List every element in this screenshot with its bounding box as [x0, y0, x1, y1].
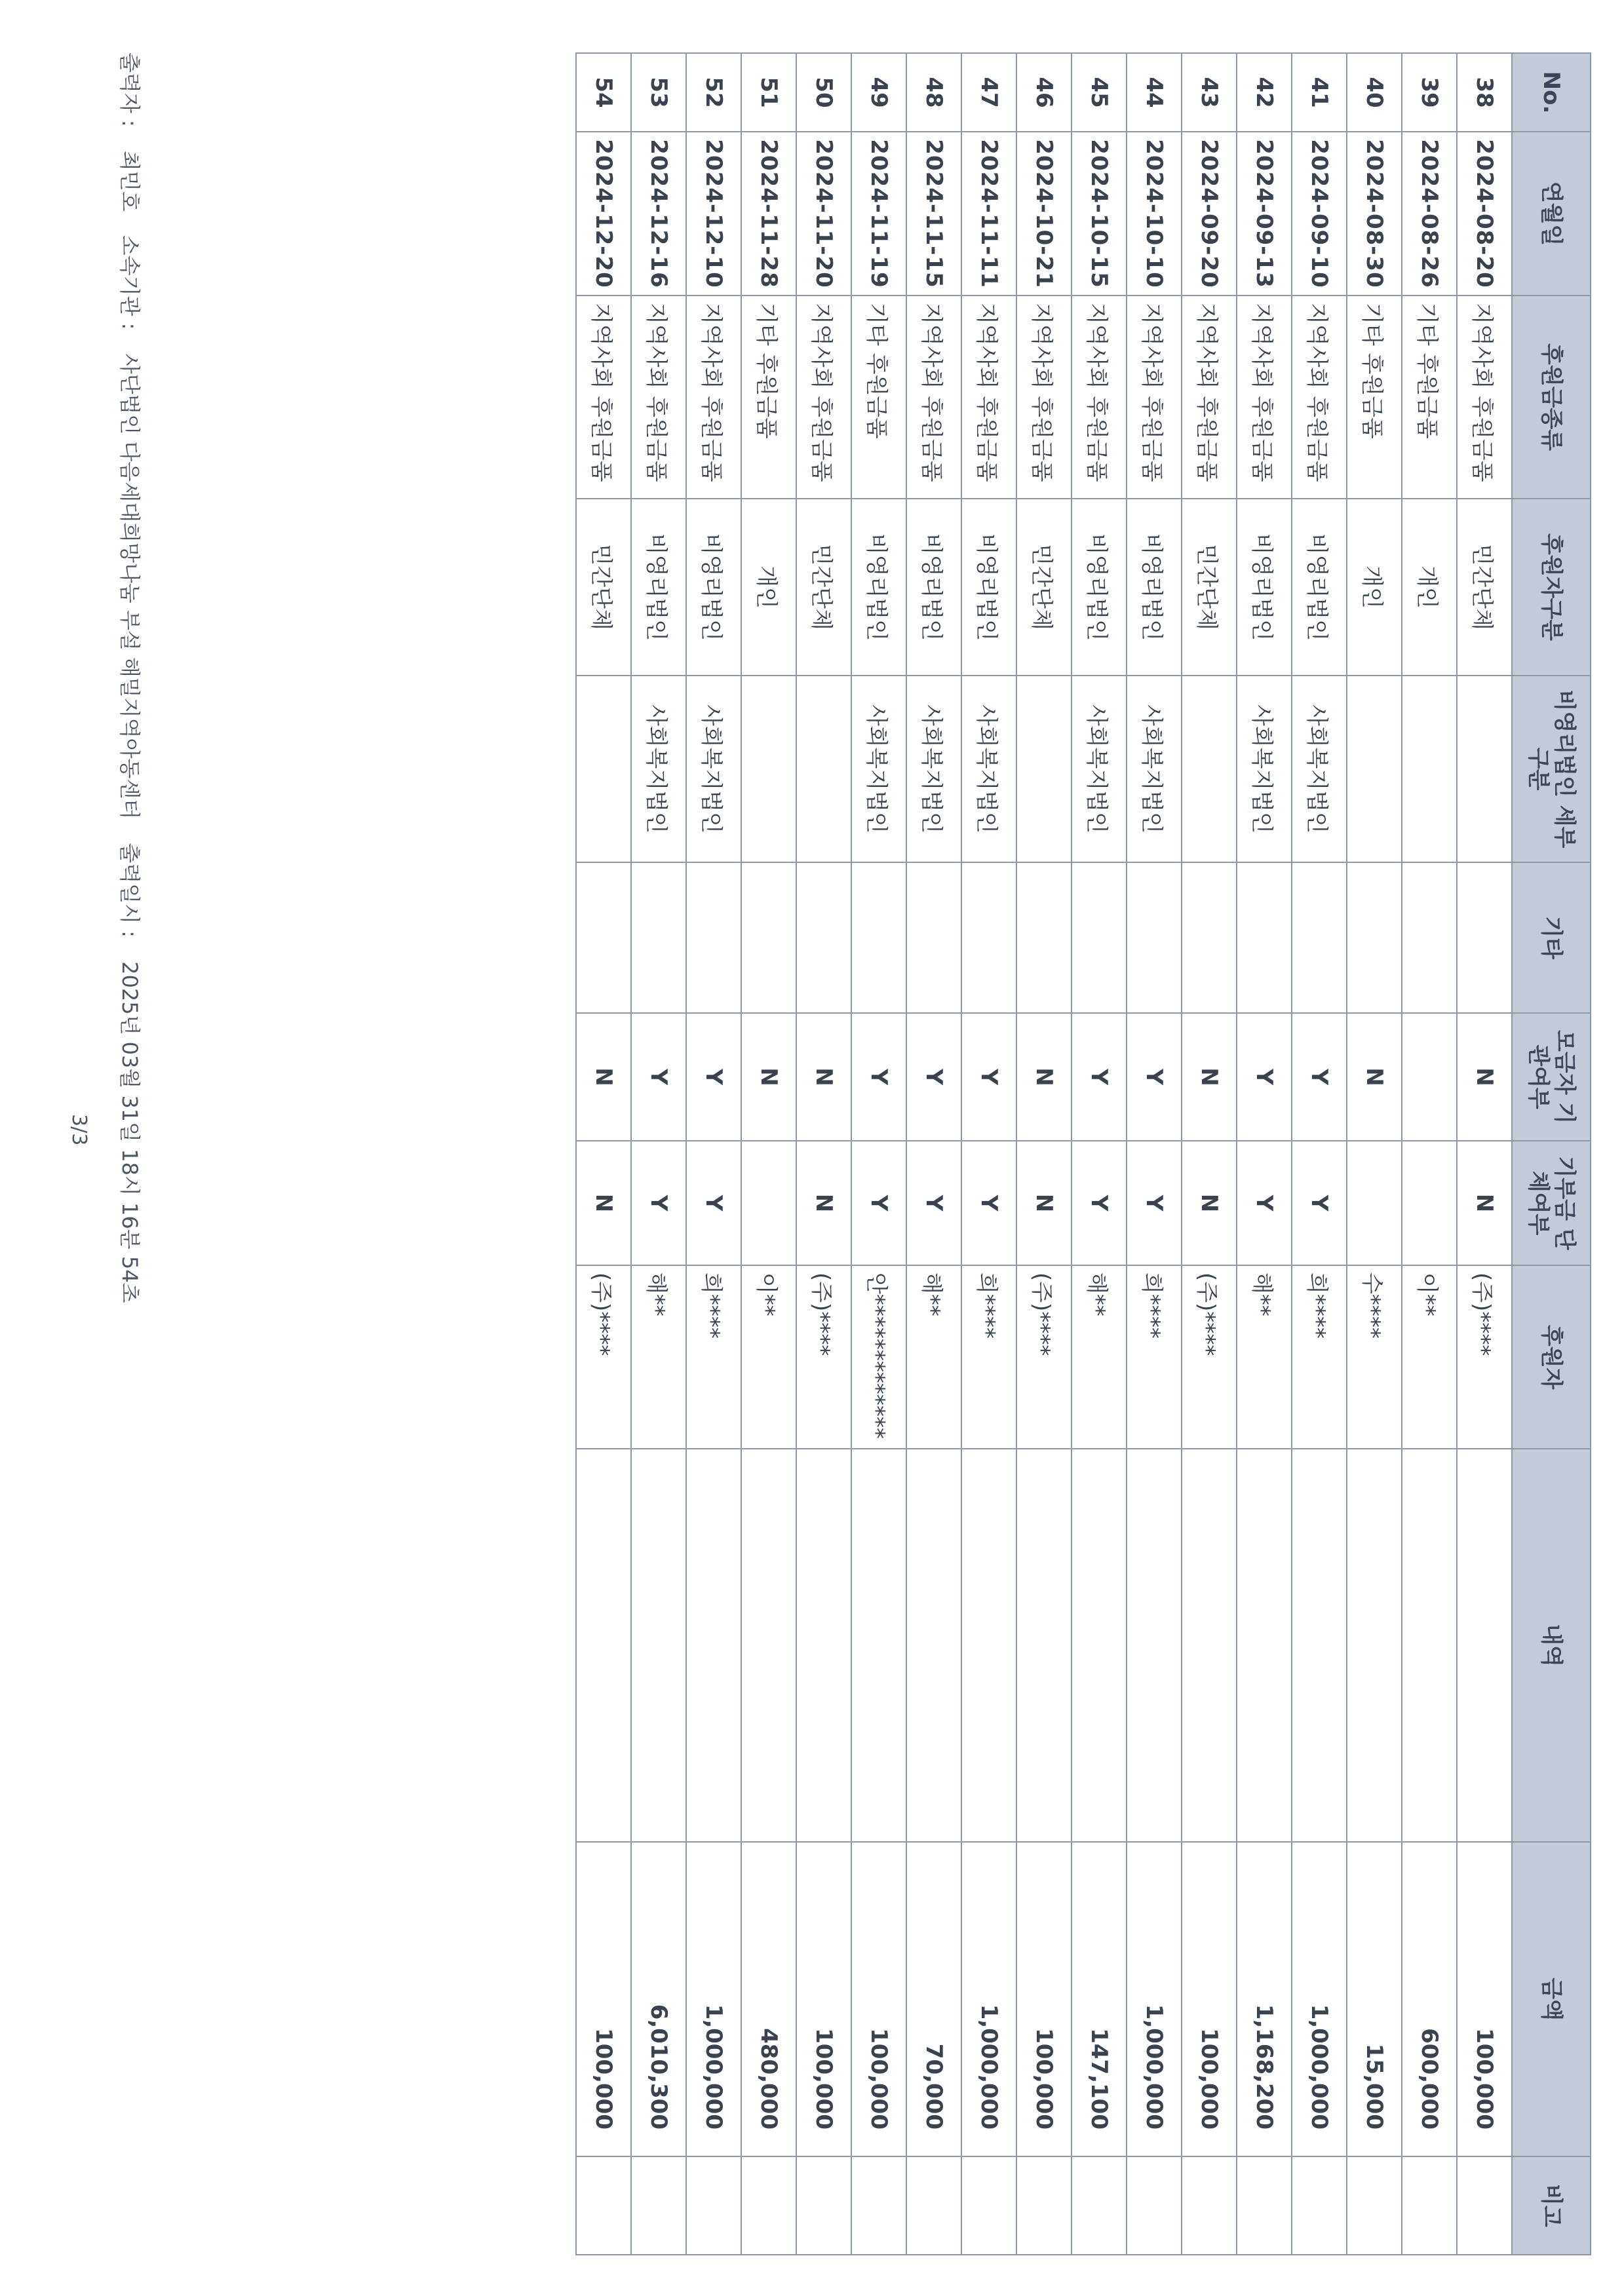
cell-donor: 해**: [906, 1265, 961, 1449]
cell-donor: (주)****: [1182, 1265, 1237, 1449]
cell-fundraising-org: Y: [851, 1013, 906, 1141]
printer-label: 출력자 :: [117, 52, 142, 127]
header-donor: 후원자: [1512, 1265, 1591, 1449]
cell-no: 41: [1292, 53, 1347, 132]
cell-details: [741, 1449, 796, 1842]
table-row: [1016, 53, 1072, 2255]
table-row: [1402, 53, 1457, 2255]
cell-donation-group: Y: [961, 1141, 1016, 1265]
cell-fundraising-org: [1402, 1013, 1457, 1141]
cell-other: [631, 862, 686, 1013]
cell-date: 2024-12-10: [686, 132, 741, 296]
print-footer: [116, 52, 146, 1320]
cell-donation-group: [1347, 1141, 1402, 1265]
cell-date: 2024-10-21: [1016, 132, 1072, 296]
cell-no: 44: [1127, 53, 1182, 132]
cell-donor-class: 민간단체: [796, 499, 851, 676]
cell-date: 2024-11-28: [741, 132, 796, 296]
cell-date: 2024-08-20: [1457, 132, 1512, 296]
cell-donor-class: 개인: [1402, 499, 1457, 676]
cell-type: 지역사회 후원금품: [906, 296, 961, 499]
cell-amount: 100,000: [1182, 1842, 1237, 2156]
cell-amount: 100,000: [851, 1842, 906, 2156]
cell-date: 2024-11-19: [851, 132, 906, 296]
cell-nonprofit-detail: 사회복지법인: [1127, 676, 1182, 862]
header-other: 기타: [1512, 862, 1591, 1013]
cell-nonprofit-detail: [1347, 676, 1402, 862]
cell-donor-class: 비영리법인: [1072, 499, 1127, 676]
cell-date: 2024-08-26: [1402, 132, 1457, 296]
header-details: 내역: [1512, 1449, 1591, 1842]
cell-note: [1292, 2156, 1347, 2255]
cell-fundraising-org: Y: [1072, 1013, 1127, 1141]
table-row: [961, 53, 1016, 2255]
cell-donor: 이**: [741, 1265, 796, 1449]
cell-type: 지역사회 후원금품: [1292, 296, 1347, 499]
cell-date: 2024-10-10: [1127, 132, 1182, 296]
table-row: [741, 53, 796, 2255]
cell-no: 40: [1347, 53, 1402, 132]
cell-details: [906, 1449, 961, 1842]
cell-donation-group: N: [1016, 1141, 1072, 1265]
cell-donation-group: Y: [906, 1141, 961, 1265]
cell-details: [961, 1449, 1016, 1842]
cell-type: 지역사회 후원금품: [1237, 296, 1292, 499]
cell-other: [851, 862, 906, 1013]
cell-type: 지역사회 후원금품: [1182, 296, 1237, 499]
cell-other: [1347, 862, 1402, 1013]
header-donation-group-label: 기부금 단체여부: [1525, 1156, 1577, 1250]
cell-amount: 100,000: [1457, 1842, 1512, 2156]
header-nonprofit-detail: [1512, 676, 1591, 862]
cell-donor: 해**: [1237, 1265, 1292, 1449]
cell-nonprofit-detail: 사회복지법인: [686, 676, 741, 862]
cell-other: [1402, 862, 1457, 1013]
printed-at: 2025년 03월 31일 18시 16분 54초: [117, 961, 142, 1303]
cell-type: 지역사회 후원금품: [796, 296, 851, 499]
cell-no: 48: [906, 53, 961, 132]
org-name: 사단법인 다음세대희망나눔 부설 해밀지역아동센터: [117, 353, 142, 820]
cell-no: 49: [851, 53, 906, 132]
cell-fundraising-org: Y: [1292, 1013, 1347, 1141]
cell-note: [851, 2156, 906, 2255]
cell-note: [631, 2156, 686, 2255]
header-note: 비고: [1512, 2156, 1591, 2255]
cell-other: [576, 862, 631, 1013]
cell-nonprofit-detail: 사회복지법인: [906, 676, 961, 862]
cell-nonprofit-detail: 사회복지법인: [1237, 676, 1292, 862]
cell-donor: 희****: [961, 1265, 1016, 1449]
cell-no: 39: [1402, 53, 1457, 132]
cell-details: [851, 1449, 906, 1842]
org-label: 소속기관 :: [117, 235, 142, 330]
cell-fundraising-org: N: [1182, 1013, 1237, 1141]
cell-type: 기타 후원금품: [741, 296, 796, 499]
cell-donor: 수****: [1347, 1265, 1402, 1449]
cell-other: [1237, 862, 1292, 1013]
cell-donor-class: 비영리법인: [906, 499, 961, 676]
table-row: [1292, 53, 1347, 2255]
cell-type: 기타 후원금품: [851, 296, 906, 499]
cell-amount: 1,000,000: [961, 1842, 1016, 2156]
cell-fundraising-org: N: [1457, 1013, 1512, 1141]
cell-details: [1292, 1449, 1347, 1842]
cell-note: [1402, 2156, 1457, 2255]
cell-amount: 147,100: [1072, 1842, 1127, 2156]
cell-note: [906, 2156, 961, 2255]
table-row: [1127, 53, 1182, 2255]
cell-donation-group: Y: [1292, 1141, 1347, 1265]
cell-other: [796, 862, 851, 1013]
table-row: [851, 53, 906, 2255]
cell-no: 38: [1457, 53, 1512, 132]
cell-fundraising-org: Y: [686, 1013, 741, 1141]
cell-nonprofit-detail: [1182, 676, 1237, 862]
printer-name: 최민호: [117, 150, 142, 212]
cell-fundraising-org: Y: [906, 1013, 961, 1141]
cell-other: [741, 862, 796, 1013]
cell-type: 지역사회 후원금품: [1016, 296, 1072, 499]
cell-date: 2024-09-20: [1182, 132, 1237, 296]
cell-other: [1072, 862, 1127, 1013]
cell-amount: 100,000: [576, 1842, 631, 2156]
cell-donor-class: 민간단체: [1457, 499, 1512, 676]
cell-note: [1457, 2156, 1512, 2255]
cell-other: [686, 862, 741, 1013]
cell-type: 기타 후원금품: [1402, 296, 1457, 499]
cell-other: [1457, 862, 1512, 1013]
cell-amount: 1,168,200: [1237, 1842, 1292, 2156]
cell-donor: 희****: [686, 1265, 741, 1449]
cell-donor-class: 개인: [741, 499, 796, 676]
cell-donation-group: Y: [851, 1141, 906, 1265]
cell-details: [686, 1449, 741, 1842]
cell-donor-class: 비영리법인: [1292, 499, 1347, 676]
cell-nonprofit-detail: [796, 676, 851, 862]
cell-details: [1402, 1449, 1457, 1842]
cell-donor: 안*************: [851, 1265, 906, 1449]
cell-other: [961, 862, 1016, 1013]
cell-details: [1457, 1449, 1512, 1842]
header-type: 후원금종류: [1512, 296, 1591, 499]
cell-donation-group: N: [796, 1141, 851, 1265]
cell-note: [796, 2156, 851, 2255]
cell-other: [1016, 862, 1072, 1013]
cell-details: [631, 1449, 686, 1842]
cell-nonprofit-detail: [1402, 676, 1457, 862]
cell-no: 51: [741, 53, 796, 132]
cell-amount: 1,000,000: [1292, 1842, 1347, 2156]
cell-donation-group: N: [1457, 1141, 1512, 1265]
cell-donor: (주)****: [1016, 1265, 1072, 1449]
cell-donor-class: 비영리법인: [1127, 499, 1182, 676]
cell-donation-group: N: [576, 1141, 631, 1265]
cell-details: [1237, 1449, 1292, 1842]
cell-donation-group: Y: [1127, 1141, 1182, 1265]
cell-nonprofit-detail: 사회복지법인: [1072, 676, 1127, 862]
cell-donation-group: Y: [1072, 1141, 1127, 1265]
cell-nonprofit-detail: [1457, 676, 1512, 862]
header-date: 연월일: [1512, 132, 1591, 296]
cell-note: [576, 2156, 631, 2255]
cell-fundraising-org: Y: [1237, 1013, 1292, 1141]
donation-table: [575, 52, 1591, 2255]
cell-donation-group: N: [1182, 1141, 1237, 1265]
printed-at-label: 출력일시 :: [117, 843, 142, 938]
cell-other: [906, 862, 961, 1013]
cell-other: [1127, 862, 1182, 1013]
cell-type: 지역사회 후원금품: [1072, 296, 1127, 499]
cell-no: 43: [1182, 53, 1237, 132]
cell-date: 2024-09-13: [1237, 132, 1292, 296]
cell-donor-class: 민간단체: [576, 499, 631, 676]
cell-donor: 희****: [1127, 1265, 1182, 1449]
cell-note: [1016, 2156, 1072, 2255]
cell-no: 53: [631, 53, 686, 132]
cell-date: 2024-11-20: [796, 132, 851, 296]
cell-amount: 6,010,300: [631, 1842, 686, 2156]
cell-no: 50: [796, 53, 851, 132]
cell-type: 지역사회 후원금품: [961, 296, 1016, 499]
cell-donation-group: [1402, 1141, 1457, 1265]
cell-date: 2024-11-15: [906, 132, 961, 296]
header-no: No.: [1512, 53, 1591, 132]
cell-fundraising-org: Y: [961, 1013, 1016, 1141]
table-row: [1182, 53, 1237, 2255]
table-row: [1347, 53, 1402, 2255]
cell-details: [1347, 1449, 1402, 1842]
table-header-row: [1512, 53, 1591, 2255]
cell-donation-group: Y: [631, 1141, 686, 1265]
cell-type: 지역사회 후원금품: [1457, 296, 1512, 499]
cell-donor: (주)****: [576, 1265, 631, 1449]
cell-type: 지역사회 후원금품: [576, 296, 631, 499]
cell-donor-class: 비영리법인: [1237, 499, 1292, 676]
table-row: [631, 53, 686, 2255]
cell-nonprofit-detail: [1016, 676, 1072, 862]
cell-no: 54: [576, 53, 631, 132]
cell-no: 47: [961, 53, 1016, 132]
cell-donation-group: Y: [686, 1141, 741, 1265]
cell-amount: 100,000: [796, 1842, 851, 2156]
cell-other: [1182, 862, 1237, 1013]
cell-details: [1072, 1449, 1127, 1842]
header-nonprofit-detail-label: 비영리법인 세부구분: [1525, 689, 1577, 849]
cell-nonprofit-detail: [741, 676, 796, 862]
cell-nonprofit-detail: 사회복지법인: [961, 676, 1016, 862]
cell-nonprofit-detail: 사회복지법인: [631, 676, 686, 862]
cell-nonprofit-detail: [576, 676, 631, 862]
table-row: [1072, 53, 1127, 2255]
table-row: [796, 53, 851, 2255]
cell-donor-class: 비영리법인: [631, 499, 686, 676]
cell-note: [1237, 2156, 1292, 2255]
cell-donor: (주)****: [1457, 1265, 1512, 1449]
cell-fundraising-org: N: [741, 1013, 796, 1141]
cell-donor-class: 민간단체: [1182, 499, 1237, 676]
cell-donor: (주)****: [796, 1265, 851, 1449]
cell-type: 기타 후원금품: [1347, 296, 1402, 499]
cell-fundraising-org: N: [796, 1013, 851, 1141]
page-number: 3/3: [68, 1114, 90, 1146]
cell-note: [1347, 2156, 1402, 2255]
table-row: [576, 53, 631, 2255]
cell-amount: 600,000: [1402, 1842, 1457, 2156]
cell-date: 2024-09-10: [1292, 132, 1347, 296]
cell-note: [1127, 2156, 1182, 2255]
cell-nonprofit-detail: 사회복지법인: [851, 676, 906, 862]
cell-fundraising-org: N: [1016, 1013, 1072, 1141]
header-amount: 금액: [1512, 1842, 1591, 2156]
cell-no: 46: [1016, 53, 1072, 132]
table-row: [686, 53, 741, 2255]
cell-donation-group: [741, 1141, 796, 1265]
cell-donor-class: 개인: [1347, 499, 1402, 676]
cell-type: 지역사회 후원금품: [686, 296, 741, 499]
cell-fundraising-org: N: [1347, 1013, 1402, 1141]
cell-date: 2024-11-11: [961, 132, 1016, 296]
cell-amount: 100,000: [1016, 1842, 1072, 2156]
cell-type: 지역사회 후원금품: [631, 296, 686, 499]
cell-donor: 희****: [1292, 1265, 1347, 1449]
cell-amount: 480,000: [741, 1842, 796, 2156]
cell-nonprofit-detail: 사회복지법인: [1292, 676, 1347, 862]
cell-details: [1016, 1449, 1072, 1842]
cell-amount: 1,000,000: [686, 1842, 741, 2156]
cell-donor-class: 비영리법인: [961, 499, 1016, 676]
header-fundraising-org: [1512, 1013, 1591, 1141]
cell-donor-class: 민간단체: [1016, 499, 1072, 676]
cell-donor: 해**: [1072, 1265, 1127, 1449]
table-row: [1237, 53, 1292, 2255]
cell-no: 42: [1237, 53, 1292, 132]
header-donor-class: 후원자구분: [1512, 499, 1591, 676]
cell-fundraising-org: Y: [1127, 1013, 1182, 1141]
cell-details: [576, 1449, 631, 1842]
table-row: [1457, 53, 1512, 2255]
cell-no: 52: [686, 53, 741, 132]
cell-details: [796, 1449, 851, 1842]
header-donation-group: [1512, 1141, 1591, 1265]
cell-note: [686, 2156, 741, 2255]
cell-type: 지역사회 후원금품: [1127, 296, 1182, 499]
cell-note: [1182, 2156, 1237, 2255]
cell-donor-class: 비영리법인: [686, 499, 741, 676]
cell-donor: 이**: [1402, 1265, 1457, 1449]
cell-donation-group: Y: [1237, 1141, 1292, 1265]
cell-details: [1182, 1449, 1237, 1842]
cell-date: 2024-10-15: [1072, 132, 1127, 296]
cell-donor-class: 비영리법인: [851, 499, 906, 676]
cell-amount: 15,000: [1347, 1842, 1402, 2156]
cell-no: 45: [1072, 53, 1127, 132]
cell-date: 2024-12-20: [576, 132, 631, 296]
cell-note: [961, 2156, 1016, 2255]
cell-amount: 70,000: [906, 1842, 961, 2156]
header-fundraising-org-label: 모금자 기관여부: [1525, 1029, 1577, 1124]
cell-amount: 1,000,000: [1127, 1842, 1182, 2156]
cell-fundraising-org: N: [576, 1013, 631, 1141]
cell-date: 2024-08-30: [1347, 132, 1402, 296]
cell-note: [1072, 2156, 1127, 2255]
cell-fundraising-org: Y: [631, 1013, 686, 1141]
cell-other: [1292, 862, 1347, 1013]
table-body: [576, 53, 1512, 2255]
cell-date: 2024-12-16: [631, 132, 686, 296]
cell-note: [741, 2156, 796, 2255]
cell-details: [1127, 1449, 1182, 1842]
table-row: [906, 53, 961, 2255]
cell-donor: 해**: [631, 1265, 686, 1449]
